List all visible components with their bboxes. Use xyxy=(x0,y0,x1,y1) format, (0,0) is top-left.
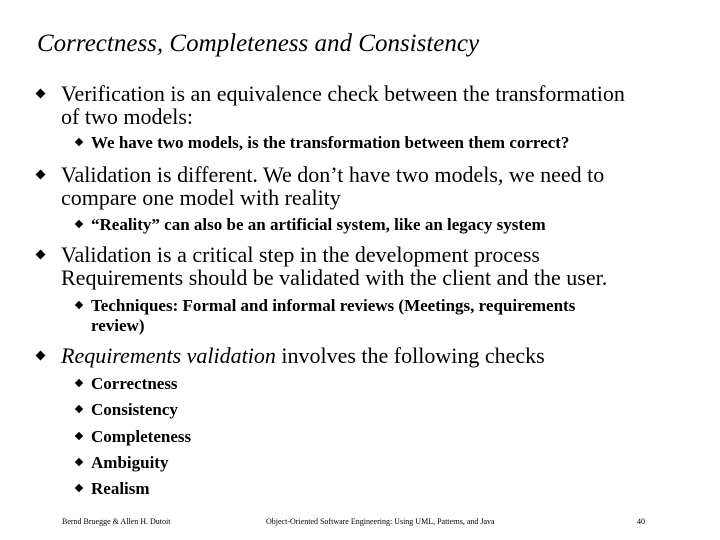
bullet-text: involves the following checks xyxy=(275,343,545,368)
diamond-sub-bullet-icon xyxy=(75,220,83,228)
bullet-line: Verification is an equivalence check between the transformation xyxy=(61,81,625,106)
sub-bullet-line: Consistency xyxy=(91,400,178,419)
sub-bullet-line: Completeness xyxy=(91,427,192,446)
bullet-line: compare one model with reality xyxy=(61,185,341,210)
diamond-sub-bullet-icon xyxy=(75,432,83,440)
bullet-line: of two models: xyxy=(61,104,193,129)
slide-title: Correctness, Completeness and Consistency xyxy=(37,30,480,57)
sub-bullet-line: review) xyxy=(91,316,145,335)
sub-bullet-line: We have two models, is the transformation between them correct? xyxy=(91,133,570,152)
sub-bullet-line: Correctness xyxy=(91,374,178,393)
diamond-bullet-icon xyxy=(36,170,46,180)
emphasis-text: Requirements validation xyxy=(61,343,276,368)
footer-authors: Bernd Bruegge & Allen H. Dutoit xyxy=(62,517,171,526)
diamond-sub-bullet-icon xyxy=(75,301,83,309)
bullet-line xyxy=(61,344,545,367)
diamond-bullet-icon xyxy=(36,250,46,260)
diamond-sub-bullet-icon xyxy=(75,379,83,387)
diamond-sub-bullet-icon xyxy=(75,458,83,466)
diamond-sub-bullet-icon xyxy=(75,138,83,146)
diamond-sub-bullet-icon xyxy=(75,405,83,413)
footer-page-number: 40 xyxy=(637,517,645,526)
sub-bullet-line: Ambiguity xyxy=(91,453,169,472)
diamond-bullet-icon xyxy=(36,89,46,99)
bullet-line: Validation is a critical step in the development process xyxy=(61,242,540,267)
sub-bullet-line: “Reality” can also be an artificial system, like an legacy system xyxy=(91,215,546,234)
sub-bullet-line: Techniques: Formal and informal reviews (Meetings, requirements xyxy=(91,296,576,315)
bullet-line: Validation is different. We don’t have two models, we need to xyxy=(61,162,605,187)
diamond-bullet-icon xyxy=(36,351,46,361)
diamond-sub-bullet-icon xyxy=(75,484,83,492)
footer-book-title: Object-Oriented Software Engineering: Using UML, Patterns, and Java xyxy=(266,517,495,526)
sub-bullet-line: Realism xyxy=(91,479,150,498)
bullet-line: Requirements should be validated with the client and the user. xyxy=(61,265,608,290)
